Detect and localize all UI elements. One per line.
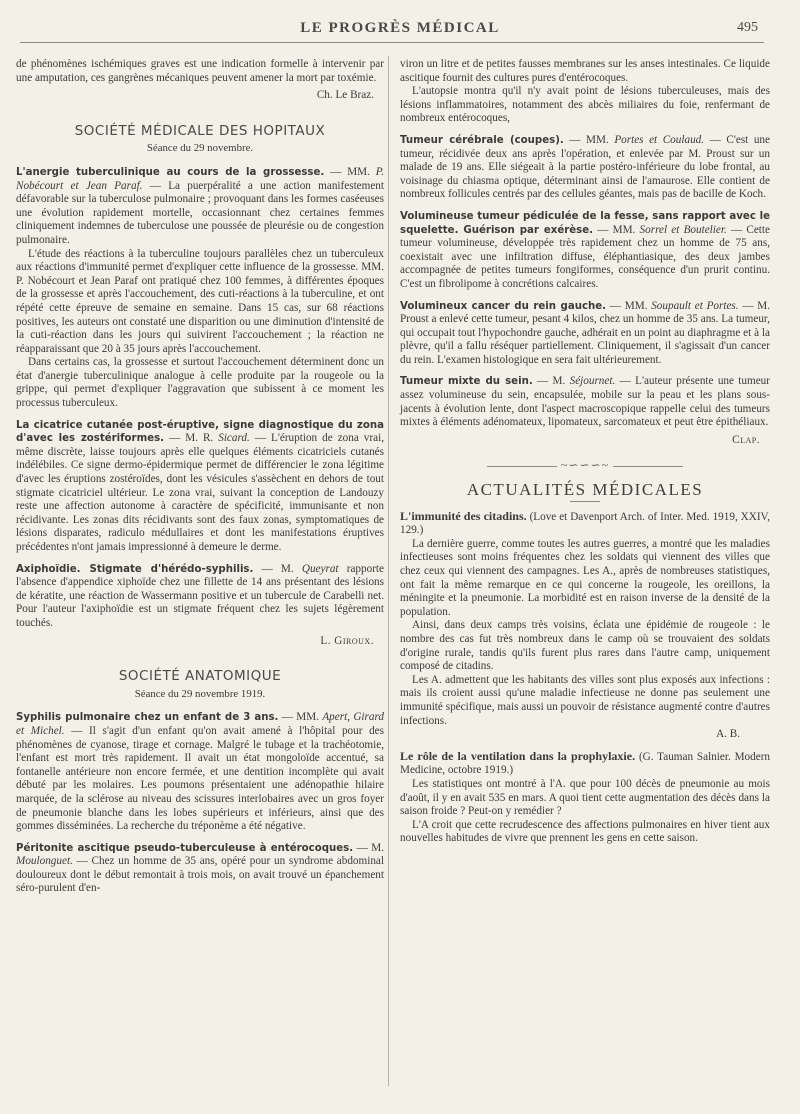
entry-text: — Cette tumeur volumineuse, développée très rapidement chez un homme de 75 ans, coexistait avec une infiltration diffuse, éléphantiasique, des deux jambes accompagnée de petites tumeurs fongiformes, conséquence d'un prurit continu. C'est un fibrolipome à concrétions calcaires. — [400, 223, 770, 290]
section-date-hopitaux: Séance du 29 novembre. — [146, 142, 254, 155]
entry-tumeur-cerebrale — [400, 134, 770, 202]
signature-text: L. Giroux. — [320, 634, 374, 647]
entry-heading: Péritonite ascitique pseudo-tuberculeuse à entérocoques. — [16, 842, 354, 854]
section-signature — [16, 635, 374, 649]
entry-cicatrice — [16, 419, 384, 555]
actu-immunite — [400, 510, 770, 538]
entry-heading: Tumeur cérébrale (coupes). — [400, 134, 564, 146]
actu-paragraph: Ainsi, dans deux camps très voisins, éclata une épidémie de rougeole : le nombre des cas fut très nombreux dans le camp où se trouvaient des soldats d'origine rurale, tandis qu'ils furent plus rares dans l'autre camp, uniquement composé de citadins. — [400, 619, 770, 673]
entry-heading: L'anergie tuberculinique au cours de la grossesse. — [16, 166, 325, 178]
signature-text: Clap. — [732, 433, 760, 446]
entry-tumeur-sein — [400, 375, 770, 429]
entry-tumeur-fesse — [400, 210, 770, 292]
actu-paragraph: Les A. admettent que les habitants des villes sont plus exposés aux infections : mais ils croient aussi qu'une maladie infectieuse ne donne pas seulement une immunité spécifique, mais aussi un pouvoir de résistance augmenté contre d'autres infections. — [400, 673, 770, 727]
header-rule — [20, 42, 764, 43]
actu-paragraph: La dernière guerre, comme toutes les autres guerres, a montré que les maladies infectieuses sont moins fréquentes chez les soldats qui viennent des villes que chez ceux qui viennent des campagnes. Les A., après de nombreuses statistiques, ont fait la même remarque en ce qui concerne la rougeole, les oreillons, la méningite et la pneumonie. La morbidité est en raison inverse de la densité de la population. — [400, 537, 770, 618]
entry-paragraph: Dans certains cas, la grossesse et surtout l'accouchement déterminent donc un état d'anergie tuberculinique analogue à celle produite par la rougeole ou la grippe, qui permet d'expliquer l'aggravation que subissent à ce moment les processus tuberculeux. — [16, 356, 384, 410]
ornament-glyph: ~∽∽∽~ — [560, 458, 610, 473]
entry-text: — C'est une tumeur, récidivée deux ans après l'opération, et enlevée par M. Proust sur un malade de 19 ans. Elle siégeait à la partie postéro-inférieure du lobe frontal, au voisinage du chiasma optique, déterminant ainsi de l'amaurose. Elle contient de nombreux follicules centrés par des cellules géantes, mais pas de bacille de Koch. — [400, 133, 770, 201]
title-dash — [570, 501, 600, 502]
actu-reference: (G. Tauman Salnier. Modern Medicine, octobre 1919.) — [400, 750, 771, 777]
entry-sep: — M. R. — [164, 432, 219, 445]
left-column — [16, 58, 384, 896]
actu-heading: L'immunité des citadins. — [400, 508, 527, 523]
entry-sep: — MM. — [593, 223, 640, 236]
entry-sep: — MM. — [278, 711, 323, 724]
entry-peritonite — [16, 842, 384, 896]
entry-cancer-rein — [400, 300, 770, 368]
entry-heading: Volumineux cancer du rein gauche. — [400, 300, 607, 312]
actu-heading: Le rôle de la ventilation dans la prophylaxie. — [400, 748, 636, 763]
continued-paragraph: L'autopsie montra qu'il n'y avait point de lésions tuberculeuses, mais des lésions inflammatoires, notamment des abcès miliaires du foie, renfermant de nombreux entérocoques, — [400, 85, 770, 125]
entry-authors: Portes et Coulaud. — [614, 133, 705, 146]
entry-anergie — [16, 166, 384, 248]
entry-sep: — MM. — [606, 299, 652, 312]
entry-sep: — M. — [253, 562, 302, 575]
entry-heading: Syphilis pulmonaire chez un enfant de 3 ans. — [16, 712, 279, 724]
entry-authors: P. Nobécourt et Jean Paraf. — [16, 165, 384, 192]
entry-heading: Axiphoïdie. Stigmate d'hérédo-syphilis. — [16, 563, 254, 575]
entry-syphilis — [16, 711, 384, 833]
entry-authors: Sicard. — [218, 432, 250, 445]
column-divider — [388, 56, 389, 1086]
section-title-hopitaux: SOCIÉTÉ MÉDICALE DES HOPITAUX — [74, 122, 326, 139]
actu-signature: A. B. — [716, 728, 740, 741]
entry-axiphoidie — [16, 563, 384, 631]
actu-paragraph: Les statistiques ont montré à l'A. que pour 100 décès de pneumonie au mois d'août, il y en avait 535 en mars. A quoi tient cette augmentation des décès dans la saison froide ? Peut-on y remédier ? — [400, 777, 770, 818]
entry-authors: Sorrel et Boutelier. — [639, 223, 727, 236]
actu-reference: (Love et Davenport Arch. of Inter. Med. 1919, XXIV, 129.) — [400, 510, 770, 537]
actualites-title: ACTUALITÉS MÉDICALES — [466, 480, 704, 500]
entry-paragraph: L'étude des réactions à la tuberculine toujours parallèles chez un tuberculeux aux réactions d'immunité permet d'expliquer cette influence de la grossesse. MM. P. Nobécourt et Jean Paraf ont pratiqué chez 100 femmes, à différentes époques de la grossesse et après l'accouchement, des cuti-réactions à la tuberculine, et ont répété cette épreuve de semaine en semaine. Dans 15 cas, sur 68 réactions positives, les auteurs ont constaté une disparition ou une diminution d'intensité de la cuti-réaction dans les jours qui suivirent l'accouchement ; la réaction ne réapparaissant que 20 à 35 jours après l'accouchement. — [16, 247, 384, 355]
entry-authors: Apert, Girard et Michel. — [16, 711, 384, 737]
entry-heading: Volumineuse tumeur pédiculée de la fesse, sans rapport avec le squelette. Guérison par exérèse. — [400, 210, 770, 236]
page-number: 495 — [737, 20, 758, 35]
intro-signature — [16, 89, 374, 103]
intro-paragraph: de phénomènes ischémiques graves est une indication formelle à intervenir par une amputation, ces gangrènes mécaniques peuvent amener la mort par toxémie. — [16, 58, 384, 84]
entry-authors: Soupault et Portes. — [651, 299, 739, 312]
entry-text: — L'éruption de zona vrai, même discrète, laisse toujours après elle quelques éléments cicatriciels cutanés indélébiles. Ce signe dermo-épidermique permet de différencier le zona légitime d'avec les éruptions zostéroïdes, dont les vésicules s'assèchent en dehors de tout stigmate cicatriciel ultérieur. Le zona vrai, suivant la conception de Landouzy reste une affection autonome à caractère de spécificité, immunisante et non récidivante. Les zonas dits récidivants sont des faux zonas, symptomatiques de lésions disparates, radiculo médullaires et dont les manifestations éruptives précédentes n'ont jamais impressionné à demeure le derme. — [16, 432, 385, 553]
entry-sep: — M. — [353, 841, 384, 854]
ornament-divider — [400, 459, 770, 473]
page-header — [0, 0, 800, 48]
ornament-line-right — [613, 466, 683, 467]
right-column — [400, 58, 770, 846]
entry-text: — L'auteur présente une tumeur assez volumineuse du sein, encapsulée, mobile sur la peau et les plans sous-jacents à évolution lente, dont l'aspect macroscopique rappelle celui des tumeurs mixtes à éléments adénomateux, lipomateux, sarcomateux et peut être épithéliaux. — [400, 375, 770, 429]
entry-sep: — M. — [532, 375, 570, 388]
section-date-anatomique: Séance du 29 novembre 1919. — [134, 687, 266, 700]
entry-text: — La puerpéralité a une action manifestement défavorable sur la tuberculose pulmonaire ; provoquant dans les formes caséeuses une évolution rapidement mortelle, occasionnant chez certaines femmes cliniquement indemnes de tuberculose une poussée de pleurésie ou de congestion pulmonaire. — [16, 179, 385, 246]
section-signature — [400, 434, 760, 448]
entry-text: — Il s'agit d'un enfant qu'on avait amené à l'hôpital pour des phénomènes de cyanose, tirage et cornage. Malgré le tubage et la trachéotomie, l'enfant est mort très rapidement. Il avait un état mongoloïde accentué, sa fontanelle antérieure non encore fermée, et une dentition incomplète qui avait débuté par les molaires. Les poumons présentaient une adénopathie hilaire marquée, de la sclérose au niveau des scissures interlobaires avec un gros foyer de pneumonie blanche dans les lobes supérieurs et inférieurs, ainsi que des gommes disséminées. La recherche du tréponème a été négative. — [16, 724, 385, 833]
entry-heading: La cicatrice cutanée post-éruptive, signe diagnostique du zona d'avec les zostériformes. — [16, 419, 384, 445]
entry-sep: — MM. — [563, 133, 615, 146]
entry-sep: — MM. — [324, 165, 376, 178]
continued-paragraph: viron un litre et de petites fausses membranes sur les anses intestinales. Ce liquide ascitique fournit des cultures pures d'entérocoques. — [400, 58, 770, 84]
running-title: LE PROGRÈS MÉDICAL — [300, 20, 500, 36]
entry-authors: Moulonguet. — [16, 855, 73, 868]
actu-ventilation — [400, 750, 770, 778]
entry-text: — Chez un homme de 35 ans, opéré pour un syndrome abdominal douloureux dont le début remontait à trois mois, on avait trouvé un épanchement séro-purulent d'en- — [16, 855, 384, 895]
intro-signature-text: Ch. Le Braz. — [316, 89, 374, 102]
entry-authors: Séjournet. — [569, 375, 616, 388]
section-title-anatomique: SOCIÉTÉ ANATOMIQUE — [118, 668, 282, 685]
entry-authors: Queyrat — [301, 562, 339, 575]
entry-text: — M. Proust a enlevé cette tumeur, pesant 4 kilos, chez un homme de 35 ans. La tumeur, qui occupait tout l'hypochondre gauche, adhérait en un point au diaphragme et à la plèvre, qu'il a fallu réséquer partiellement. Cliniquement, il s'agissait d'un cancer du rein. L'examen histologique en sera fait ultérieurement. — [400, 299, 771, 366]
entry-heading: Tumeur mixte du sein. — [400, 376, 533, 388]
actu-paragraph: L'A croit que cette recrudescence des affections pulmonaires en hiver tient aux nouvelles habitudes de vivre que prennent les gens en cette saison. — [400, 818, 770, 845]
ornament-line-left — [487, 466, 557, 467]
entry-text: rapporte l'absence d'appendice xiphoïde chez une fillette de 14 ans présentant des lésions de kératite, une réaction de Wassermann positive et un tubercule de Carabelli net. Pour l'auteur l'axiphoïdie est un stigmate fréquent chez les sujets légèrement touchés. — [16, 562, 385, 629]
